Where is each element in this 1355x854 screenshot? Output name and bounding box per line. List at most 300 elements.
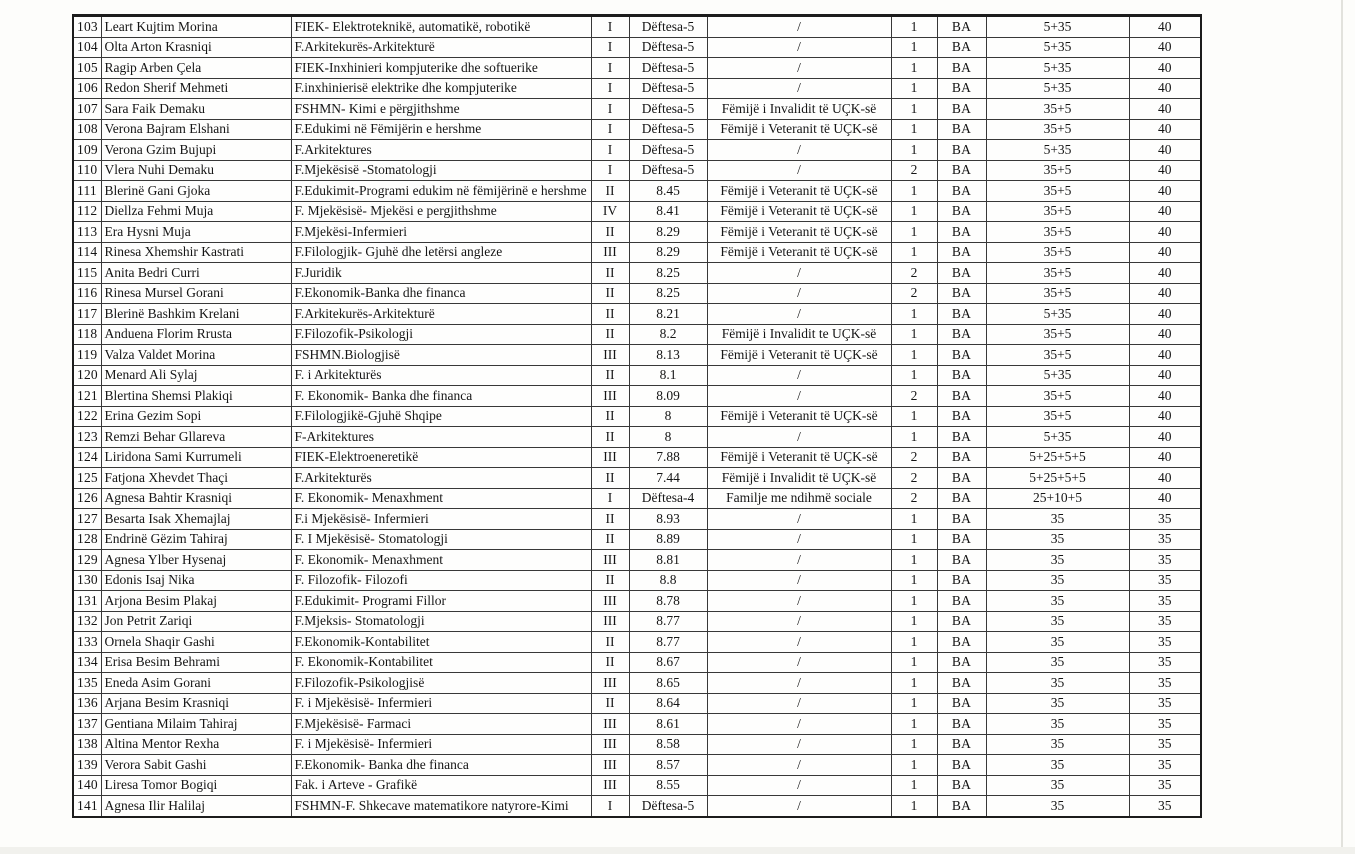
row-number-cell: 132 [73,611,101,632]
points-cell: 35 [986,796,1129,817]
degree-cell: BA [937,734,986,755]
count-cell: 1 [891,242,937,263]
candidate-name-cell: Edonis Isaj Nika [101,570,291,591]
row-number-cell: 140 [73,775,101,796]
row-number-cell: 134 [73,652,101,673]
category-cell: II [591,427,629,448]
category-cell: II [591,222,629,243]
row-number-cell: 138 [73,734,101,755]
grade-cell: 8.93 [629,509,707,530]
total-points-cell: 40 [1129,427,1201,448]
candidate-name-cell: Leart Kujtim Morina [101,16,291,38]
status-cell: Fëmijë i Invalidit të UÇK-së [707,468,891,489]
candidate-name-cell: Valza Valdet Morina [101,345,291,366]
program-cell: F.i Mjekësisë- Infermieri [291,509,591,530]
category-cell: II [591,324,629,345]
row-number-cell: 117 [73,304,101,325]
status-cell: / [707,550,891,571]
points-cell: 35 [986,529,1129,550]
table-row [73,160,1201,181]
table-row [73,263,1201,284]
degree-cell: BA [937,304,986,325]
degree-cell: BA [937,345,986,366]
table-row [73,283,1201,304]
total-points-cell: 40 [1129,99,1201,120]
category-cell: I [591,99,629,120]
program-cell: F.Mjekësi-Infermieri [291,222,591,243]
degree-cell: BA [937,37,986,58]
degree-cell: BA [937,222,986,243]
table-row [73,468,1201,489]
total-points-cell: 40 [1129,304,1201,325]
degree-cell: BA [937,406,986,427]
table-row [73,201,1201,222]
status-cell: / [707,160,891,181]
grade-cell: Dëftesa-5 [629,58,707,79]
candidate-name-cell: Arjona Besim Plakaj [101,591,291,612]
points-cell: 35+5 [986,222,1129,243]
grade-cell: 8.8 [629,570,707,591]
total-points-cell: 35 [1129,611,1201,632]
candidate-name-cell: Besarta Isak Xhemajlaj [101,509,291,530]
degree-cell: BA [937,570,986,591]
status-cell: / [707,755,891,776]
table-row [73,78,1201,99]
row-number-cell: 137 [73,714,101,735]
status-cell: / [707,632,891,653]
points-cell: 35 [986,550,1129,571]
points-cell: 35 [986,714,1129,735]
status-cell: / [707,714,891,735]
row-number-cell: 122 [73,406,101,427]
program-cell: Fak. i Arteve - Grafikë [291,775,591,796]
row-number-cell: 129 [73,550,101,571]
degree-cell: BA [937,775,986,796]
program-cell: F.Mjeksis- Stomatologji [291,611,591,632]
candidate-name-cell: Altina Mentor Rexha [101,734,291,755]
program-cell: F.Mjekësisë- Farmaci [291,714,591,735]
row-number-cell: 125 [73,468,101,489]
degree-cell: BA [937,796,986,817]
table-row [73,591,1201,612]
points-cell: 35 [986,673,1129,694]
total-points-cell: 40 [1129,140,1201,161]
program-cell: F.Arkitekurës-Arkitekturë [291,37,591,58]
candidate-name-cell: Era Hysni Muja [101,222,291,243]
grade-cell: Dëftesa-5 [629,37,707,58]
points-cell: 35+5 [986,263,1129,284]
grade-cell: Dëftesa-4 [629,488,707,509]
grade-cell: 8.2 [629,324,707,345]
row-number-cell: 130 [73,570,101,591]
row-number-cell: 123 [73,427,101,448]
category-cell: III [591,714,629,735]
points-cell: 5+25+5+5 [986,447,1129,468]
count-cell: 1 [891,16,937,38]
total-points-cell: 35 [1129,714,1201,735]
row-number-cell: 126 [73,488,101,509]
points-cell: 5+35 [986,58,1129,79]
table-row [73,796,1201,817]
points-cell: 35 [986,775,1129,796]
status-cell: / [707,693,891,714]
candidate-name-cell: Gentiana Milaim Tahiraj [101,714,291,735]
count-cell: 1 [891,78,937,99]
table-row [73,222,1201,243]
row-number-cell: 103 [73,16,101,38]
degree-cell: BA [937,714,986,735]
total-points-cell: 40 [1129,242,1201,263]
count-cell: 1 [891,570,937,591]
row-number-cell: 116 [73,283,101,304]
program-cell: F.Mjekësisë -Stomatologji [291,160,591,181]
grade-cell: 8.25 [629,263,707,284]
table-row [73,304,1201,325]
status-cell: Familje me ndihmë sociale [707,488,891,509]
table-row [73,427,1201,448]
scan-edge-artifact [1341,0,1343,854]
category-cell: II [591,263,629,284]
points-cell: 5+35 [986,365,1129,386]
degree-cell: BA [937,242,986,263]
candidate-name-cell: Remzi Behar Gllareva [101,427,291,448]
table-row [73,652,1201,673]
status-cell: / [707,570,891,591]
points-cell: 35 [986,652,1129,673]
total-points-cell: 40 [1129,160,1201,181]
table-row [73,37,1201,58]
total-points-cell: 40 [1129,365,1201,386]
category-cell: I [591,78,629,99]
degree-cell: BA [937,632,986,653]
grade-cell: 8.61 [629,714,707,735]
count-cell: 1 [891,755,937,776]
total-points-cell: 35 [1129,550,1201,571]
count-cell: 1 [891,201,937,222]
status-cell: Fëmijë i Veteranit të UÇK-së [707,181,891,202]
points-cell: 35 [986,693,1129,714]
total-points-cell: 35 [1129,652,1201,673]
grade-cell: 8.45 [629,181,707,202]
grade-cell: 8.13 [629,345,707,366]
category-cell: II [591,632,629,653]
degree-cell: BA [937,283,986,304]
category-cell: II [591,570,629,591]
category-cell: I [591,796,629,817]
table-row [73,58,1201,79]
table-row [73,509,1201,530]
grade-cell: 8.77 [629,611,707,632]
degree-cell: BA [937,550,986,571]
points-cell: 35+5 [986,99,1129,120]
category-cell: II [591,468,629,489]
status-cell: / [707,427,891,448]
degree-cell: BA [937,119,986,140]
program-cell: F. Ekonomik-Kontabilitet [291,652,591,673]
program-cell: F.Ekonomik- Banka dhe financa [291,755,591,776]
points-cell: 35+5 [986,283,1129,304]
total-points-cell: 40 [1129,263,1201,284]
grade-cell: Dëftesa-5 [629,16,707,38]
status-cell: Fëmijë i Invalidit të UÇK-së [707,99,891,120]
candidate-name-cell: Eneda Asim Gorani [101,673,291,694]
row-number-cell: 105 [73,58,101,79]
candidate-name-cell: Erisa Besim Behrami [101,652,291,673]
table-row [73,632,1201,653]
category-cell: I [591,140,629,161]
total-points-cell: 35 [1129,591,1201,612]
count-cell: 1 [891,140,937,161]
status-cell: / [707,509,891,530]
count-cell: 1 [891,345,937,366]
table-row [73,365,1201,386]
category-cell: II [591,304,629,325]
program-cell: F. Filozofik- Filozofi [291,570,591,591]
category-cell: I [591,16,629,38]
table-row [73,714,1201,735]
status-cell: / [707,283,891,304]
table-row [73,734,1201,755]
total-points-cell: 35 [1129,570,1201,591]
points-cell: 35+5 [986,201,1129,222]
category-cell: III [591,345,629,366]
degree-cell: BA [937,78,986,99]
table-row [73,99,1201,120]
scan-bottom-band [0,847,1355,854]
table-row [73,181,1201,202]
status-cell: / [707,673,891,694]
degree-cell: BA [937,181,986,202]
degree-cell: BA [937,160,986,181]
points-cell: 35+5 [986,406,1129,427]
count-cell: 1 [891,99,937,120]
degree-cell: BA [937,447,986,468]
points-cell: 35+5 [986,160,1129,181]
points-cell: 5+35 [986,78,1129,99]
row-number-cell: 115 [73,263,101,284]
count-cell: 2 [891,283,937,304]
candidate-name-cell: Rinesa Xhemshir Kastrati [101,242,291,263]
degree-cell: BA [937,591,986,612]
candidate-name-cell: Agnesa Ilir Halilaj [101,796,291,817]
merit-table-body [73,16,1201,817]
points-cell: 35+5 [986,242,1129,263]
row-number-cell: 124 [73,447,101,468]
row-number-cell: 131 [73,591,101,612]
status-cell: / [707,140,891,161]
grade-cell: 8.29 [629,222,707,243]
degree-cell: BA [937,365,986,386]
count-cell: 1 [891,304,937,325]
status-cell: / [707,386,891,407]
degree-cell: BA [937,488,986,509]
program-cell: F.Juridik [291,263,591,284]
degree-cell: BA [937,529,986,550]
count-cell: 1 [891,591,937,612]
grade-cell: 8.67 [629,652,707,673]
program-cell: F.Filologjikë-Gjuhë Shqipe [291,406,591,427]
table-row [73,16,1201,38]
candidate-name-cell: Blertina Shemsi Plakiqi [101,386,291,407]
program-cell: F. Mjekësisë- Mjekësi e pergjithshme [291,201,591,222]
points-cell: 5+35 [986,16,1129,38]
grade-cell: 8.55 [629,775,707,796]
status-cell: Fëmijë i Veteranit të UÇK-së [707,222,891,243]
points-cell: 35+5 [986,324,1129,345]
grade-cell: 8.41 [629,201,707,222]
total-points-cell: 35 [1129,529,1201,550]
candidate-name-cell: Liresa Tomor Bogiqi [101,775,291,796]
table-row [73,570,1201,591]
grade-cell: 8.29 [629,242,707,263]
candidate-name-cell: Fatjona Xhevdet Thaçi [101,468,291,489]
program-cell: F. Ekonomik- Menaxhment [291,488,591,509]
table-row [73,140,1201,161]
category-cell: I [591,160,629,181]
candidate-name-cell: Anduena Florim Rrusta [101,324,291,345]
total-points-cell: 40 [1129,58,1201,79]
points-cell: 35 [986,611,1129,632]
count-cell: 2 [891,263,937,284]
program-cell: FSHMN-F. Shkecave matematikore natyrore-Kimi [291,796,591,817]
category-cell: II [591,693,629,714]
program-cell: FIEK-Inxhinieri kompjuterike dhe softuerike [291,58,591,79]
candidate-name-cell: Olta Arton Krasniqi [101,37,291,58]
count-cell: 1 [891,365,937,386]
status-cell: Fëmijë i Veteranit të UÇK-së [707,242,891,263]
total-points-cell: 40 [1129,406,1201,427]
program-cell: F.Arkitekturës [291,468,591,489]
count-cell: 1 [891,37,937,58]
candidate-name-cell: Ornela Shaqir Gashi [101,632,291,653]
status-cell: / [707,652,891,673]
total-points-cell: 40 [1129,37,1201,58]
category-cell: III [591,242,629,263]
count-cell: 1 [891,673,937,694]
grade-cell: Dëftesa-5 [629,796,707,817]
degree-cell: BA [937,755,986,776]
count-cell: 1 [891,58,937,79]
candidate-name-cell: Agnesa Ylber Hysenaj [101,550,291,571]
degree-cell: BA [937,611,986,632]
count-cell: 2 [891,160,937,181]
grade-cell: 8 [629,427,707,448]
program-cell: F.inxhinierisë elektrike dhe kompjuterike [291,78,591,99]
points-cell: 35 [986,509,1129,530]
total-points-cell: 35 [1129,775,1201,796]
degree-cell: BA [937,652,986,673]
category-cell: III [591,755,629,776]
status-cell: / [707,734,891,755]
status-cell: / [707,529,891,550]
degree-cell: BA [937,16,986,38]
row-number-cell: 110 [73,160,101,181]
total-points-cell: 35 [1129,734,1201,755]
row-number-cell: 108 [73,119,101,140]
status-cell: Fëmijë i Veteranit të UÇK-së [707,201,891,222]
program-cell: F. Ekonomik- Menaxhment [291,550,591,571]
category-cell: II [591,652,629,673]
category-cell: I [591,488,629,509]
candidate-name-cell: Verona Gzim Bujupi [101,140,291,161]
candidate-name-cell: Endrinë Gëzim Tahiraj [101,529,291,550]
program-cell: FSHMN.Biologjisë [291,345,591,366]
merit-list-table [72,14,1202,818]
degree-cell: BA [937,58,986,79]
candidate-name-cell: Verona Bajram Elshani [101,119,291,140]
total-points-cell: 40 [1129,468,1201,489]
count-cell: 1 [891,632,937,653]
table-row [73,693,1201,714]
table-row [73,673,1201,694]
program-cell: FIEK-Elektroeneretikë [291,447,591,468]
grade-cell: 8.81 [629,550,707,571]
grade-cell: 8.1 [629,365,707,386]
points-cell: 5+35 [986,37,1129,58]
total-points-cell: 40 [1129,488,1201,509]
program-cell: F. i Mjekësisë- Infermieri [291,693,591,714]
degree-cell: BA [937,427,986,448]
status-cell: Fëmijë i Veteranit të UÇK-së [707,447,891,468]
category-cell: III [591,775,629,796]
count-cell: 2 [891,468,937,489]
category-cell: II [591,365,629,386]
table-row [73,775,1201,796]
total-points-cell: 40 [1129,324,1201,345]
candidate-name-cell: Sara Faik Demaku [101,99,291,120]
category-cell: III [591,386,629,407]
count-cell: 1 [891,119,937,140]
count-cell: 1 [891,796,937,817]
category-cell: III [591,611,629,632]
points-cell: 5+35 [986,140,1129,161]
program-cell: F. i Arkitekturës [291,365,591,386]
row-number-cell: 119 [73,345,101,366]
degree-cell: BA [937,99,986,120]
points-cell: 35+5 [986,119,1129,140]
total-points-cell: 40 [1129,201,1201,222]
row-number-cell: 141 [73,796,101,817]
count-cell: 1 [891,693,937,714]
status-cell: / [707,304,891,325]
candidate-name-cell: Verora Sabit Gashi [101,755,291,776]
candidate-name-cell: Jon Petrit Zariqi [101,611,291,632]
table-row [73,242,1201,263]
candidate-name-cell: Rinesa Mursel Gorani [101,283,291,304]
points-cell: 5+25+5+5 [986,468,1129,489]
row-number-cell: 133 [73,632,101,653]
candidate-name-cell: Vlera Nuhi Demaku [101,160,291,181]
points-cell: 35+5 [986,386,1129,407]
program-cell: F.Arkitekurës-Arkitekturë [291,304,591,325]
candidate-name-cell: Diellza Fehmi Muja [101,201,291,222]
row-number-cell: 139 [73,755,101,776]
status-cell: / [707,78,891,99]
degree-cell: BA [937,509,986,530]
status-cell: Fëmijë i Veteranit të UÇK-së [707,345,891,366]
candidate-name-cell: Blerinë Gani Gjoka [101,181,291,202]
points-cell: 5+35 [986,304,1129,325]
count-cell: 1 [891,427,937,448]
row-number-cell: 114 [73,242,101,263]
status-cell: / [707,611,891,632]
count-cell: 1 [891,222,937,243]
status-cell: / [707,263,891,284]
status-cell: Fëmijë i Invalidit te UÇK-së [707,324,891,345]
total-points-cell: 40 [1129,345,1201,366]
degree-cell: BA [937,263,986,284]
grade-cell: 8.64 [629,693,707,714]
